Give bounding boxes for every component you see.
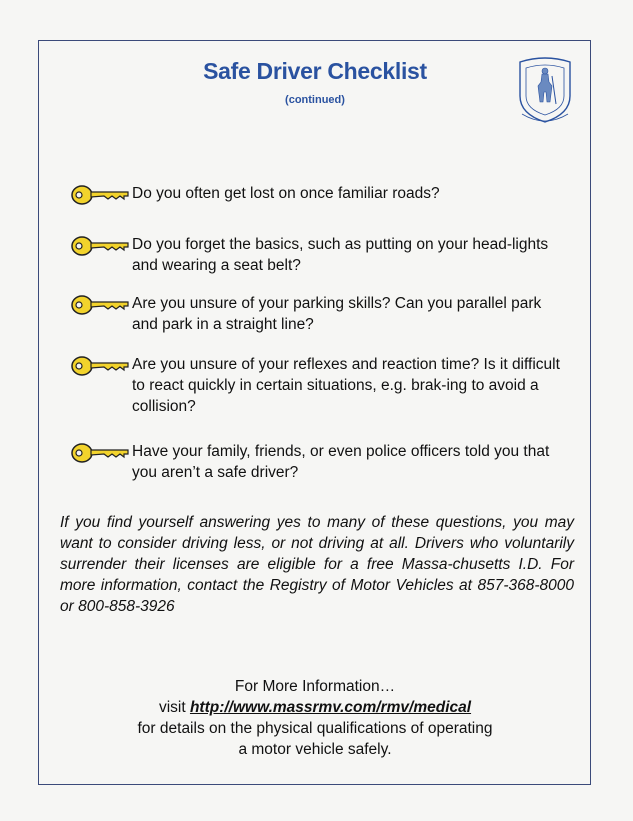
more-info-block [120,676,510,760]
advisory-note: If you find yourself answering yes to many of these questions, you may want to consider driving less, or not driving at all. Drivers who voluntarily surrender their licenses are eligible for a free Massa-chusetts I.D. For more information, contact the Registry of Motor Vehicles at 857-368-8000 or 800-858-3926 [60,514,574,615]
key-icon [70,234,130,258]
massachusetts-seal-icon [514,52,576,124]
checklist-item-text: Have your family, friends, or even police officers told you that you aren’t a safe driver? [132,443,550,481]
checklist-item-text: Are you unsure of your reflexes and reaction time? Is it difficult to react quickly in certain situations, e.g. brak-ing to avoid a collision? [132,356,560,415]
checklist-item-text: Do you often get lost on once familiar roads? [132,185,440,202]
more-info-visit-line [120,697,510,718]
checklist-item-text: Are you unsure of your parking skills? Can you parallel park and park in a straight line? [132,295,542,333]
medical-info-link[interactable]: http://www.massrmv.com/rmv/medical [189,699,472,716]
key-icon [70,293,130,317]
key-icon [70,354,130,378]
key-icon [70,183,130,207]
visit-prefix: visit [158,699,186,716]
more-info-line3: for details on the physical qualifications of operating [137,720,493,737]
page-subtitle: (continued) [285,94,345,106]
more-info-heading: For More Information… [234,678,396,695]
key-icon [70,441,130,465]
more-info-line4: a motor vehicle safely. [238,741,392,758]
page-title: Safe Driver Checklist [203,58,427,84]
checklist-item-text: Do you forget the basics, such as putting on your head-lights and wearing a seat belt? [132,236,549,274]
